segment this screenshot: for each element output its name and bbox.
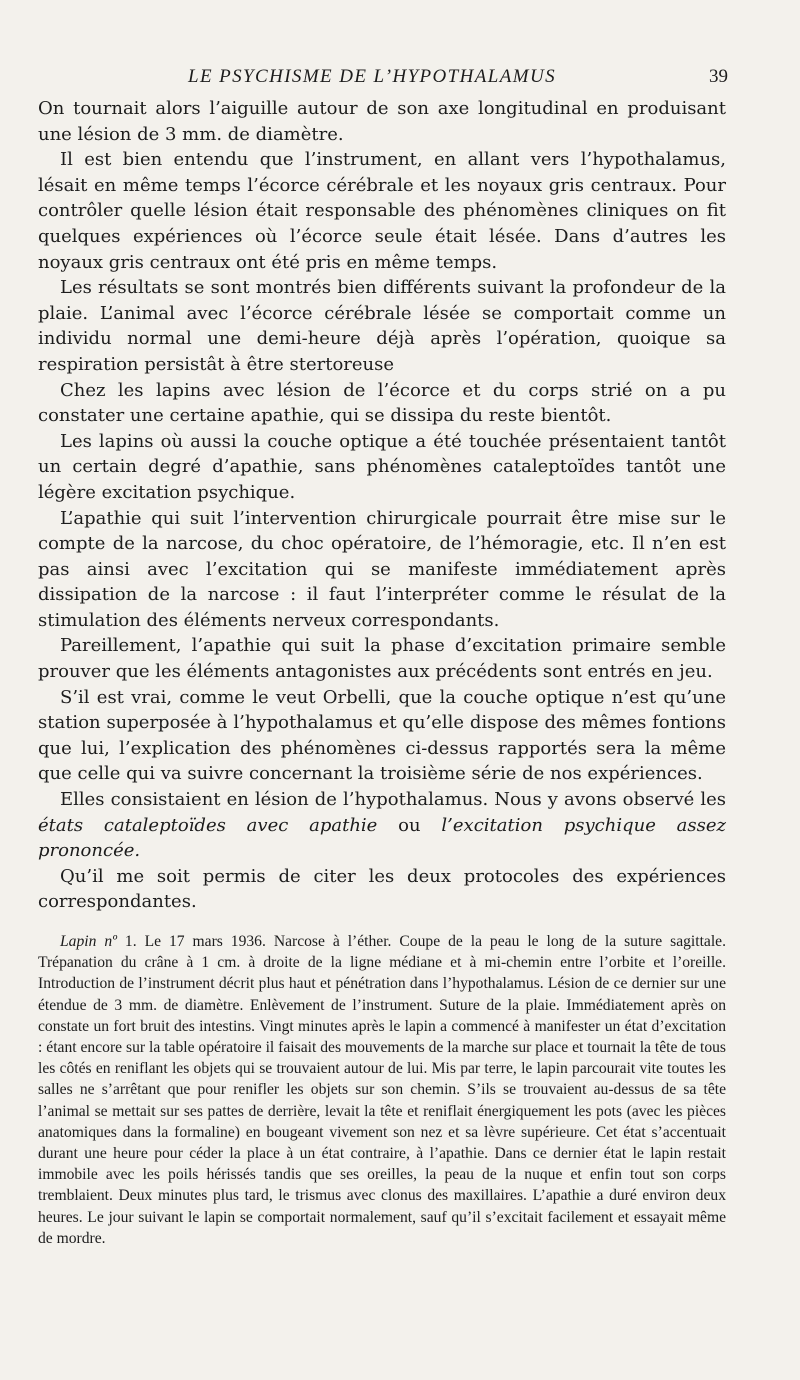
protocol-note (38, 931, 726, 1249)
paragraph: Les lapins où aussi la couche optique a été touchée présentaient tantôt un certain degré d’apathie, sans phénomènes cataleptoïdes tantôt une légère excitation psychique. (38, 430, 726, 503)
emphasis-text: l’excitation psychique assez prononcée. (38, 814, 727, 862)
paragraph: Les résultats se sont montrés bien différents suivant la profondeur de la plaie. L’animal avec l’écorce cérébrale lésée se comportait comme un individu normal une demi-heure déjà après l’opération, quoique sa respiration persistât à être stertoreuse (38, 277, 726, 375)
paragraph: Chez les lapins avec lésion de l’écorce et du corps strié on a pu constater une certaine apathie, qui se dissipa du reste bientôt. (38, 379, 726, 427)
paragraph-text: ou (377, 814, 442, 836)
paragraph-text: Elles consistaient en lésion de l’hypothalamus. Nous y avons observé les (60, 789, 726, 811)
paragraph: On tournait alors l’aiguille autour de son axe longitudinal en produisant une lésion de 3 mm. de diamètre. (38, 98, 726, 145)
page-number: 39 (709, 66, 728, 87)
protocol-text: 1. Le 17 mars 1936. Narcose à l’éther. Coupe de la peau le long de la suture sagittale. Trépanation du crâne à 1 cm. à droite de la ligne médiane et à mi-chemin entre l’orbite et l’oreille. Introduction de l’instrument décrit plus haut et pénétration dans l’hypothalamus. Lésion de ce dernier sur une étendue de 3 mm. de diamètre. Enlèvement de l’instrument. Suture de la plaie. Immédiatement après on constate un fort bruit des intestins. Vingt minutes après le lapin a commencé à manifester un état d’excitation : étant encore sur la table opératoire il faisait des mouvements de la marche sur place et tournait la tête de tous les côtés en reniflant les objets qui se trouvaient autour de lui. Mis par terre, le lapin parcourait vite toutes les salles ne s’arrêtant que pour renifler les objets sur son chemin. S’ils se trouvaient au-dessus de sa tête l’animal se mettait sur ses pattes de derrière, levait la tête et reniflait énergiquement les pots (avec les pièces anatomiques dans la formaline) en bougeant vivement son nez et sa lèvre supérieure. Cet état s’accentuait durant une heure pour céder la place à un état contraire, à l’apathie. Dans ce dernier état le lapin restait immobile avec les poils hérissés tandis que ses oreilles, la peau de la nuque et enfin tout son corps tremblaient. Deux minutes plus tard, le trismus avec clonus des maxillaires. L’apathie a duré environ deux heures. Le jour suivant le lapin se comportait normalement, sauf qu’il s’excitait facilement et essayait même de mordre. (38, 933, 726, 1247)
running-title: LE PSYCHISME DE L’HYPOTHALAMUS (188, 66, 556, 87)
protocol-label: Lapin nº (60, 933, 117, 950)
body-text (38, 96, 726, 915)
paragraph: Pareillement, l’apathie qui suit la phase d’excitation primaire semble prouver que les éléments antagonistes aux précédents sont entrés en jeu. (38, 635, 726, 683)
page-header (38, 62, 726, 96)
paragraph: Qu’il me soit permis de citer les deux protocoles des expériences correspondantes. (38, 865, 726, 913)
book-page (38, 62, 726, 1249)
emphasis-text: états cataleptoïdes avec apathie (38, 814, 378, 836)
paragraph (38, 787, 726, 864)
paragraph: L’apathie qui suit l’intervention chirurgicale pourrait être mise sur le compte de la narcose, du choc opératoire, de l’hémoragie, etc. Il n’en est pas ainsi avec l’excitation qui se manifeste immédiatement après dissipation de la narcose : il faut l’interpréter comme le résulat de la stimulation des éléments nerveux correspondants. (38, 507, 726, 631)
paragraph: S’il est vrai, comme le veut Orbelli, que la couche optique n’est qu’une station superposée à l’hypothalamus et qu’elle dispose des mêmes fontions que lui, l’explication des phénomènes ci-dessus rapportés sera la même que celle qui va suivre concernant la troisième série de nos expériences. (38, 686, 726, 785)
paragraph: Il est bien entendu que l’instrument, en allant vers l’hypothalamus, lésait en même temps l’écorce cérébrale et les noyaux gris centraux. Pour contrôler quelle lésion était responsable des phénomènes cliniques on fit quelques expériences où l’écorce seule était lésée. Dans d’autres les noyaux gris centraux ont été pris en même temps. (38, 149, 726, 273)
